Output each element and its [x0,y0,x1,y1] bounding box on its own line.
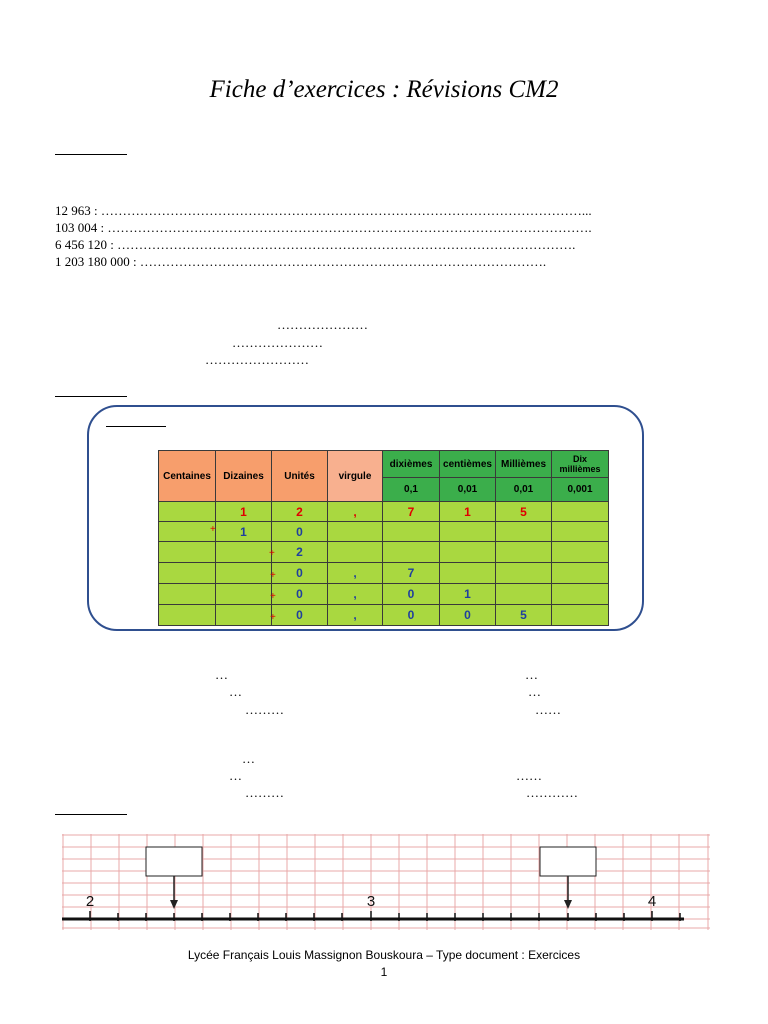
dots-right-2: … [528,684,541,699]
table-cell: , [328,502,383,522]
table-cell: 0 [272,522,328,542]
plus-sign: + [270,570,276,581]
table-cell [552,584,609,605]
dots-left-2: … [229,684,242,699]
table-cell [496,522,552,542]
header-dizaines: Dizaines [216,451,272,502]
number-value: 12 963 [55,203,91,218]
table-cell: 2 [272,542,328,563]
section-rule-1 [55,154,127,155]
header-dixiemes: dixièmes [383,451,440,478]
table-row [159,502,609,522]
tick-label-3: 3 [366,893,376,910]
table-cell: 2 [272,502,328,522]
dots-left-3: ……… [245,702,284,717]
table-cell [159,584,216,605]
table-cell [216,584,272,605]
table-row [159,605,609,626]
table-cell [328,522,383,542]
arrow-icon [170,900,178,909]
number-line-figure [62,834,710,930]
subheader-cell: 0,01 [496,478,552,502]
table-cell: 5 [496,502,552,522]
answer-dots: : …………………………………………………………………………………………………. [97,220,592,235]
table-cell [216,563,272,584]
plus-sign: + [270,591,276,602]
table-cell [383,522,440,542]
number-value: 103 004 [55,220,98,235]
table-cell [159,522,216,542]
dots-left-5: … [229,768,242,783]
table-cell: 1 [440,502,496,522]
section-rule-2 [55,396,127,397]
table-cell [496,563,552,584]
table-cell [383,542,440,563]
table-cell [552,605,609,626]
table-cell: , [328,605,383,626]
table-cell: 1 [440,584,496,605]
table-row [159,522,609,542]
answer-box-left[interactable] [146,847,202,876]
table-cell [159,542,216,563]
dots-left-4: … [242,751,255,766]
number-line-4 [55,253,546,270]
subheader-cell: 0,1 [383,478,440,502]
number-line-3 [55,236,575,253]
table-cell [159,502,216,522]
number-line-2 [55,219,592,236]
header-centaines: Centaines [159,451,216,502]
header-milliemes: Millièmes [496,451,552,478]
subheader-cell: 0,001 [552,478,609,502]
answer-dots: : …………………………………………………………………………………. [129,254,547,269]
number-value: 1 203 180 000 [55,254,130,269]
table-cell: 5 [496,605,552,626]
dots-left-6: ……… [245,785,284,800]
frame-rule [106,426,166,427]
table-cell [440,522,496,542]
table-cell [496,584,552,605]
table-cell: 0 [272,563,328,584]
table-cell [440,563,496,584]
table-cell: 0 [383,605,440,626]
number-line-1 [55,202,592,219]
table-row [159,584,609,605]
dots-right-5: ………… [526,785,578,800]
plus-sign: + [269,548,275,559]
dots-right-3: …… [535,702,561,717]
table-cell: 0 [440,605,496,626]
header-centiemes: centièmes [440,451,496,478]
table-cell: , [328,584,383,605]
dots-right-4: …… [516,768,542,783]
dots-right-1: … [525,667,538,682]
tick-label-4: 4 [647,893,657,910]
table-cell [552,502,609,522]
table-cell [496,542,552,563]
table-cell: 0 [272,584,328,605]
table-cell: 0 [272,605,328,626]
header-unites: Unités [272,451,328,502]
table-cell [440,542,496,563]
table-row [159,563,609,584]
section-rule-3 [55,814,127,815]
table-cell: 1 [216,502,272,522]
header-virgule: virgule [328,451,383,502]
table-cell [216,542,272,563]
arrow-icon [564,900,572,909]
table-cell [328,542,383,563]
table-cell [159,563,216,584]
table-row [159,542,609,563]
table-cell: 1 [216,522,272,542]
table-cell [552,522,609,542]
number-value: 6 456 120 [55,237,107,252]
plus-sign: + [270,612,276,623]
table-cell: 7 [383,502,440,522]
place-value-table [158,450,609,626]
table-cell [552,542,609,563]
page-number: 1 [380,965,388,979]
page-title: Fiche d’exercices : Révisions CM2 [209,76,559,103]
footer-line: Lycée Français Louis Massignon Bouskoura – Type document : Exercices [187,948,581,962]
header-dix-milliemes: Dix millièmes [552,451,609,478]
answer-dots-3: …………………… [205,352,309,367]
answer-box-right[interactable] [540,847,596,876]
table-cell: , [328,563,383,584]
table-cell: 0 [383,584,440,605]
answer-dots: : ……………………………………………………………………………………………. [107,237,576,252]
plus-sign: + [210,524,216,535]
table-cell [159,605,216,626]
tick-label-2: 2 [85,893,95,910]
answer-dots-2: ………………… [232,335,323,350]
subheader-cell: 0,01 [440,478,496,502]
answer-dots-1: ………………… [277,317,368,332]
answer-dots: : …………………………………………………………………………………………………... [90,203,592,218]
table-cell [216,605,272,626]
dots-left-1: … [215,667,228,682]
table-cell: 7 [383,563,440,584]
table-cell [552,563,609,584]
